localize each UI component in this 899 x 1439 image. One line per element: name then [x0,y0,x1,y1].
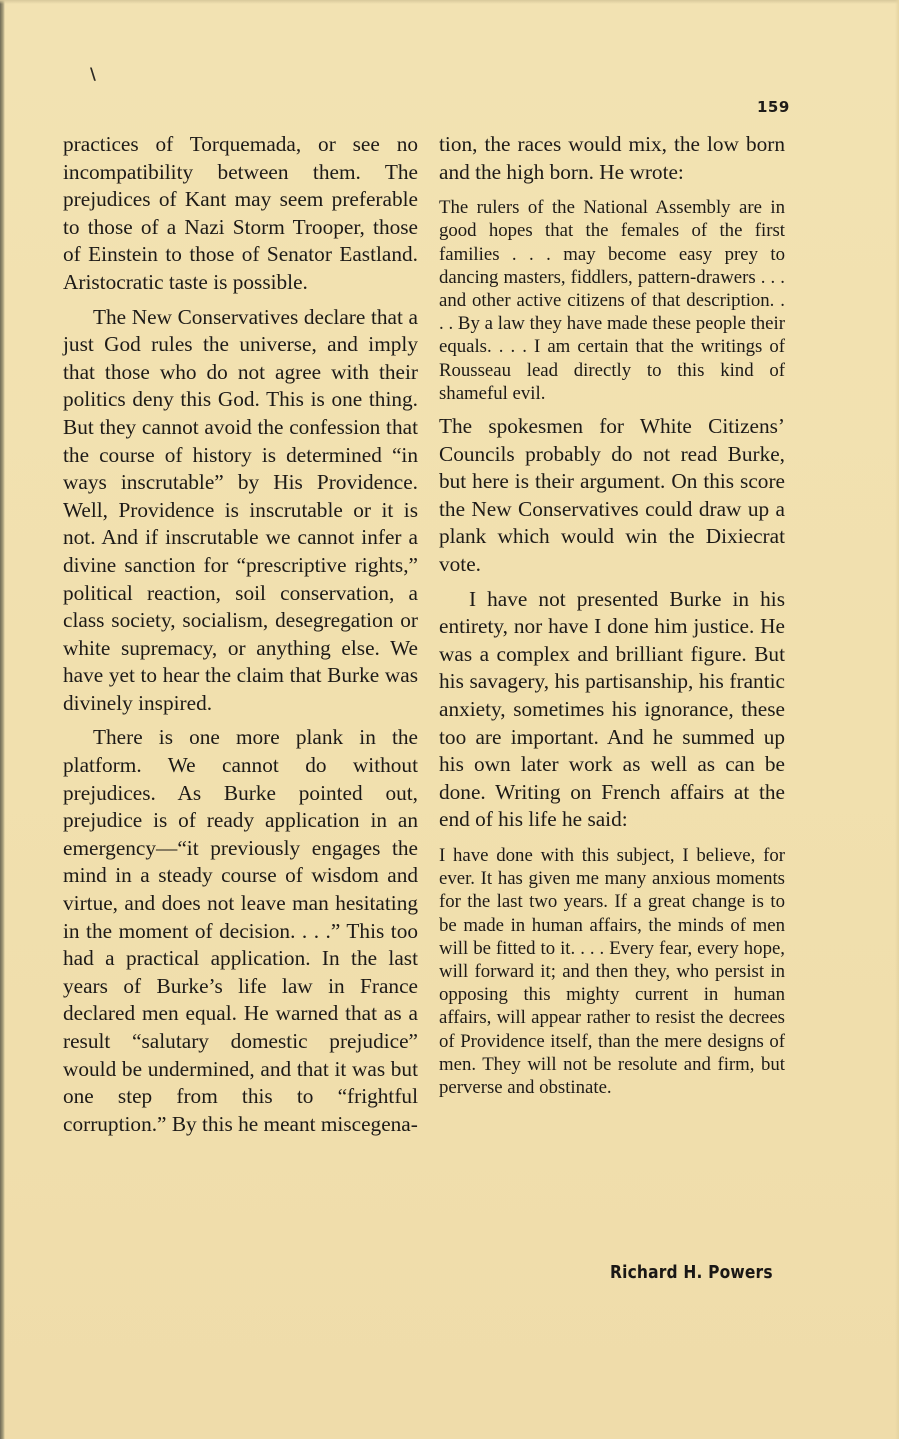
paragraph: tion, the races would mix, the low born and the high born. He wrote: [439,132,785,184]
right-column [439,131,785,1099]
page-top-edge [0,0,899,4]
author-signature: Richard H. Powers [610,1262,773,1283]
left-column [63,131,418,1138]
paragraph: practices of Torquemada, or see no incompatibility between them. The prejudices of Kant may seem preferable to those of a Nazi Storm Trooper, those of Einstein to those of Senator Eastland. Aristocratic taste is possible. [63,132,418,294]
paragraph: I have not presented Burke in his entirety, nor have I done him justice. He was a complex and brilliant figure. But his savagery, his partisanship, his frantic anxiety, sometimes his ignorance, these too are important. And he summed up his own later work as well as can be done. Writing on French affairs at the end of his life he said: [439,586,785,832]
block-quote: The rulers of the National Assembly are in good hopes that the females of the first families . . . may become easy prey to dancing masters, fiddlers, pattern-drawers . . . and other active citizens of that description. . . . By a law they have made these people their equals. . . . I am certain that the writings of Rousseau lead directly to this kind of shameful evil. [439,197,785,404]
block-quote: I have done with this subject, I believe, for ever. It has given me many anxious moments for the last two years. If a great change is to be made in human affairs, the minds of men will be fitted to it. . . . Every fear, every hope, will forward it; and then they, who persist in opposing this mighty current in human affairs, will appear rather to resist the decrees of Providence itself, than the mere designs of men. They will not be resolute and firm, but perverse and obstinate. [439,844,785,1098]
page-number: 159 [757,98,790,116]
stray-ink-mark: \ [90,64,96,83]
page-right-edge [895,0,899,1439]
paragraph: There is one more plank in the platform. We cannot do without prejudices. As Burke pointed out, prejudice is of ready application in an emergency—“it previously engages the mind in a steady course of wisdom and virtue, and does not leave man hesitating in the moment of decision. . . .” This too had a practical application. In the last years of Burke’s life law in France declared men equal. He warned that as a result “salutary domestic prejudice” would be undermined, and that it was but one step from this to “frightful corruption.” By this he meant miscegena- [63,725,418,1136]
paragraph: The spokesmen for White Citizens’ Councils probably do not read Burke, but here is their argument. On this score the New Conservatives could draw up a plank which would win the Dixiecrat vote. [439,414,785,576]
paragraph: The New Conservatives declare that a just God rules the universe, and imply that those who do not agree with their politics deny this God. This is one thing. But they cannot avoid the confession that the course of history is determined “in ways inscrutable” by His Providence. Well, Providence is inscrutable or it is not. And if inscrutable we cannot infer a divine sanction for “prescriptive rights,” political reaction, soil conservation, a class society, socialism, desegregation or white supremacy, or anything else. We have yet to hear the claim that Burke was divinely inspired. [63,304,418,715]
page-binding-edge [0,0,5,1439]
